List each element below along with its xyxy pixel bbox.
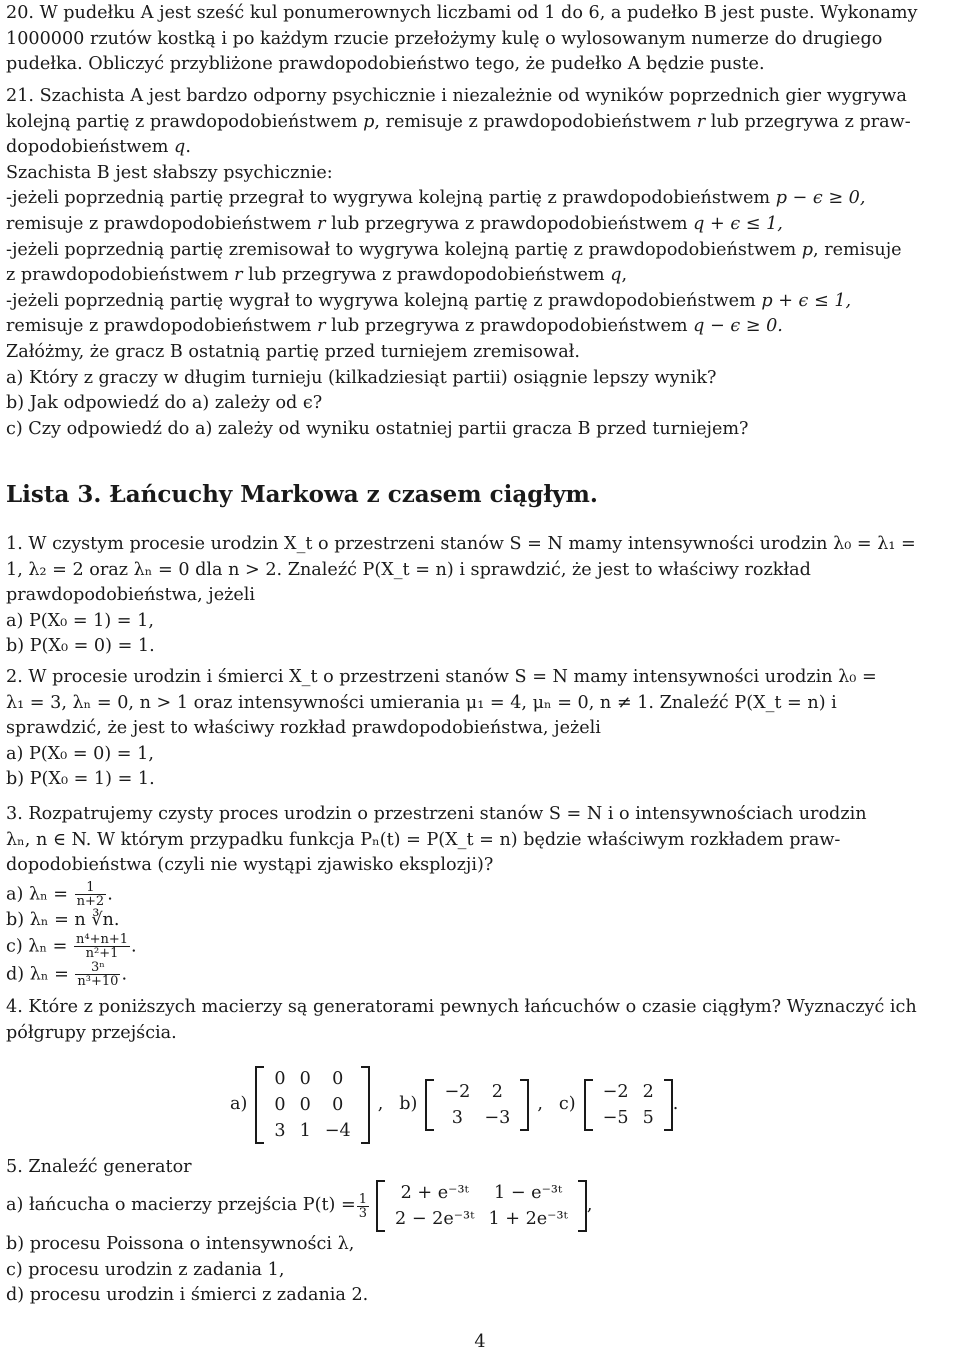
page-number: 4 [474,1332,486,1352]
problem-text: lub przegrywa z prawdopodobieństwem [325,316,694,337]
task-case-d: d) procesu urodzin i śmierci z zadania 2. [6,1285,369,1306]
fraction: $\frac{1}{3}$ [358,1191,368,1221]
math-var: r [696,111,706,132]
task-case-a: a) łańcucha o macierzy przejścia P(t) = [6,1195,356,1216]
task-text: λ₁ = 3, λₙ = 0, n > 1 oraz intensywności umierania μ₁ = 4, μₙ = 0, n ≠ 1. Znaleźć P(X_t = n) i [6,692,837,713]
task-text: półgrupy przejścia. [6,1022,177,1043]
problem-text: , remisuje z prawdopodobieństwem [374,111,697,132]
task-case-b: b) P(X₀ = 1) = 1. [6,769,155,790]
problem-text: Szachista B jest słabszy psychicznie: [6,162,333,183]
task-case-b: b) λₙ = n ∛n. [6,909,120,930]
task-1 [6,532,954,660]
matrix-c-label: c) [558,1094,576,1115]
matrix-b-label: b) [399,1094,418,1115]
fraction: $\frac{\text{3ⁿ}}{\text{n³+10}}$ [77,959,119,989]
problem-text: dopodobieństwem [6,137,175,158]
task-text: 1, λ₂ = 2 oraz λₙ = 0 dla n > 2. Znaleźć P(X_t = n) i sprawdzić, że jest to właściwy rozkład [6,559,811,580]
math-var: r [317,213,326,234]
math-var: q [174,137,186,158]
problem-text: W pudełku A jest sześć kul ponumerownych liczbami od 1 do 6, a pudełko B jest puste. Wykonamy [39,3,918,23]
math-expr: q + ϵ ≤ 1, [693,213,783,234]
task-4 [6,995,954,1046]
problem-text: lub przegrywa z prawdopodobieństwem [325,213,694,234]
task-number: 1. [6,534,23,554]
task-text: W czystym procesie urodzin X_t o przestrzeni stanów S = N mamy intensywności urodzin λ₀ = λ₁ = [28,534,916,554]
fraction: $\frac{\text{n⁴+n+1}}{\text{n²+1}}$ [76,932,129,962]
task-text: λₙ, n ∈ N. W którym przypadku funkcja Pₙ(t) = P(X_t = n) będzie właściwym rozkładem praw- [6,829,841,850]
math-expr: q − ϵ ≥ 0. [693,316,783,337]
problem-text: remisuje z prawdopodobieństwem [6,316,318,337]
problem-text: remisuje z prawdopodobieństwem [6,213,318,234]
math-var: p [363,111,375,132]
task-case-c: c) λₙ = [6,936,73,957]
problem-text: -jeżeli poprzednią partię przegrał to wygrywa kolejną partię z prawdopodobieństwem [6,188,776,209]
task-number: 3. [6,804,23,824]
problem-text: . [185,137,191,158]
problem-text: -jeżeli poprzednią partię zremisował to wygrywa kolejną partię z prawdopodobieństwem [6,239,802,260]
math-var: r [234,265,243,286]
task-text: sprawdzić, że jest to właściwy rozkład prawdopodobieństwa, jeżeli [6,718,601,739]
problem-text: z prawdopodobieństwem [6,265,235,286]
matrix-a: 0 0 0 0 0 0 3 1 −4 [255,1066,369,1144]
question-a: a) Który z graczy w długim turnieju (kilkadziesiąt partii) osiągnie lepszy wynik? [6,367,717,388]
matrix-a-label: a) [230,1094,248,1115]
problem-number: 20. [6,3,34,23]
fraction: $\frac{1}{n+2}$ [76,879,105,909]
problem-21 [6,84,954,442]
matrices-row: a) 0 0 0 0 0 0 3 1 −4 , b) −2 2 3 −3 , c) −2 2 −5 5 . [230,1060,678,1150]
math-var: p [801,239,814,260]
problem-text: lub przegrywa z prawdopodobieństwem [242,265,611,286]
problem-20 [6,1,954,78]
task-text: prawdopodobieństwa, jeżeli [6,585,256,606]
task-text: W procesie urodzin i śmierci X_t o przestrzeni stanów S = N mamy intensywności urodzin λ₀ = [28,667,877,687]
task-case-b: b) P(X₀ = 0) = 1. [6,636,155,657]
task-case-c: c) procesu urodzin z zadania 1, [6,1259,285,1280]
problem-text: , remisuje [813,239,902,260]
question-c: c) Czy odpowiedź do a) zależy od wyniku ostatniej partii gracza B przed turniejem? [6,418,749,439]
problem-text: lub przegrywa z praw- [705,111,911,132]
problem-text: 1000000 rzutów kostką i po każdym rzucie przełożymy kulę o wylosowanym numerze do drugiego [6,28,883,49]
task-text: dopodobieństwa (czyli nie wystąpi zjawisko eksplozji)? [6,855,494,876]
math-var: q [610,265,622,286]
task-number: 2. [6,667,23,687]
task-5-case-a: a) łańcucha o macierzy przejścia P(t) = $\frac{1}{3}$ 2 + e⁻³ᵗ 1 − e⁻³ᵗ 2 − 2e⁻³ᵗ 1 + 2e⁻³ᵗ , [6,1180,954,1232]
math-expr: p + ϵ ≤ 1, [761,290,852,311]
matrix-c: −2 2 −5 5 [584,1079,673,1131]
task-text: Znaleźć generator [28,1157,192,1177]
task-case-b: b) procesu Poissona o intensywności λ, [6,1234,355,1254]
matrix-p: 2 + e⁻³ᵗ 1 − e⁻³ᵗ 2 − 2e⁻³ᵗ 1 + 2e⁻³ᵗ [376,1180,587,1232]
task-case-d: d) λₙ = [6,964,75,985]
problem-text: , [621,265,628,286]
task-number: 5. [6,1157,23,1177]
task-2 [6,665,954,793]
problem-text: -jeżeli poprzednią partię wygrał to wygrywa kolejną partię z prawdopodobieństwem [6,290,762,311]
problem-number: 21. [6,86,34,106]
task-text: Które z poniższych macierzy są generatorami pewnych łańcuchów o czasie ciągłym? Wyznaczyć ich [28,997,917,1017]
task-5-rest [6,1232,954,1309]
task-case-a: a) P(X₀ = 0) = 1, [6,743,154,764]
question-b: b) Jak odpowiedź do a) zależy od ϵ? [6,393,323,414]
problem-text: pudełka. Obliczyć przybliżone prawdopodobieństwo tego, że pudełko A będzie puste. [6,54,765,75]
problem-text: Załóżmy, że gracz B ostatnią partię przed turniejem zremisował. [6,341,580,362]
section-title: Lista 3. Łańcuchy Markowa z czasem ciągłym. [6,481,598,508]
math-expr: p − ϵ ≥ 0, [775,188,866,209]
matrix-b: −2 2 3 −3 [425,1079,529,1131]
task-3: 3. Rozpatrujemy czysty proces urodzin o przestrzeni stanów S = N i o intensywnościach urodzin λₙ, n ∈ N. W którym przypadku funkcja Pₙ(t) = P(X_t = n) będzie właściwym rozkładem praw- dopodobieństwa (czyli nie wystąpi zjawisko eksplozji)? a) λₙ = $\frac{1}{n+2}$ . b) λₙ = n ∛n. c) λₙ = $\frac{\text{n⁴+n+1}}{\text{n²+1}}$ . d) λₙ = $\frac{\text{3ⁿ}}{\text{n³+10}}$ . [6,802,954,988]
problem-text: Szachista A jest bardzo odporny psychicznie i niezależnie od wyników poprzednich gier wygrywa [39,86,907,106]
math-var: r [317,316,326,337]
task-case-a: a) P(X₀ = 1) = 1, [6,610,154,631]
task-5 [6,1155,954,1181]
task-number: 4. [6,997,23,1017]
problem-text: kolejną partię z prawdopodobieństwem [6,111,364,132]
task-text: Rozpatrujemy czysty proces urodzin o przestrzeni stanów S = N i o intensywnościach urodzin [28,804,867,824]
task-case-a: a) λₙ = [6,884,74,905]
